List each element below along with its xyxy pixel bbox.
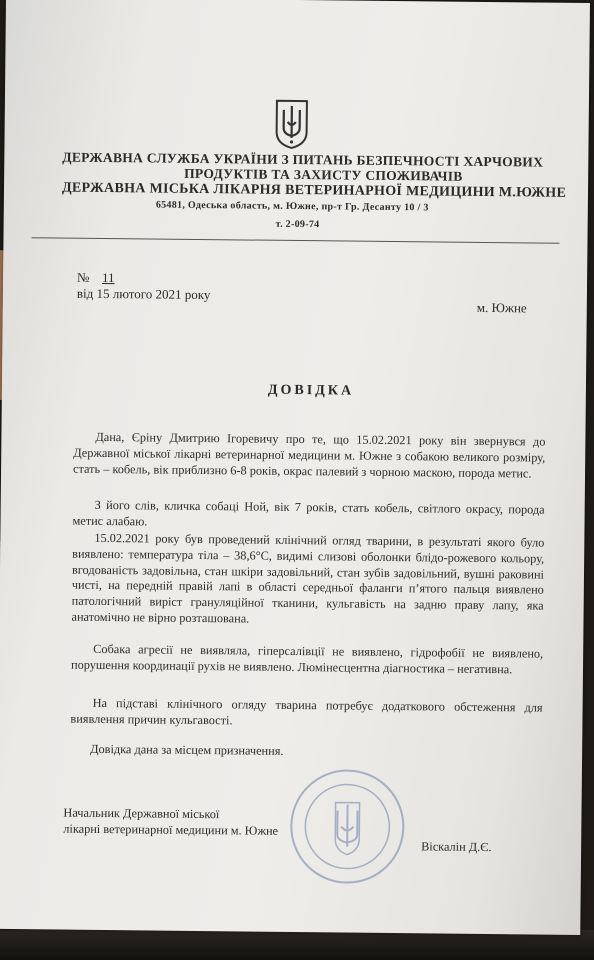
signatory-position-line1: Начальник Державної міської (63, 805, 220, 822)
agency-name-line1: ДЕРЖАВНА СЛУЖБА УКРАЇНИ З ПИТАНЬ БЕЗПЕЧНОСТІ ХАРЧОВИХ (62, 149, 544, 170)
header-divider (31, 237, 559, 244)
body-paragraph-1: Дана, Єріну Дмитрию Ігоревичу про те, що 15.02.2021 року він звернувся до Державної міської лікарні ветеринарної медицини м. Южне з собакою великого розміру, стать – кобель, вік приблизно 6-8 років, окрас палевий з чорною маскою, порода метис. (73, 429, 546, 481)
body-paragraph-4: Собака агресії не виявляла, гіперсалівції не виявлено, гідрофобії не виявлено, порушення координації рухів не виявлено. Люмінесцентна діагностика – негативна. (70, 641, 544, 677)
desk-background (0, 930, 594, 960)
hospital-name: ДЕРЖАВНА МІСЬКА ЛІКАРНЯ ВЕТЕРИНАРНОЇ МЕДИЦИНИ М.ЮЖНЕ (61, 180, 567, 201)
signatory-name: Віскалін Д.Є. (421, 839, 492, 855)
hospital-address: 65481, Одеська область, м. Южне, пр-т Гр. Десанту 10 / 3 (155, 199, 429, 214)
body-paragraph-3: 15.02.2021 року був проведений клінічний огляд тварини, в результаті якого було виявлено: температура тіла – 38,6°С, видимі слизові оболонки блідо-рожевого кольору, вгодованість задовільна, стан шкіри задовільний, стан зубів задовільний, вушні раковині чисті, на передній правій лапі в області середньої фаланги п’ятого пальця виявлено патологічний вирiст грануляційної тканини, кульгавість на задню праву лапу, яка анатомічно не вірно розташована. (71, 530, 545, 626)
purpose-note: Довідка дана за місцем призначення. (90, 741, 284, 758)
hospital-phone: т. 2-09-74 (275, 218, 320, 231)
document-city: м. Южне (476, 299, 527, 316)
body-paragraph-5: На підставі клінічного огляду тварина потребує додаткового обстеження для виявлення причин кульгавості. (70, 695, 543, 728)
document-number: 11 (102, 269, 115, 286)
official-stamp (287, 766, 408, 887)
document-title: ДОВІДКА (267, 382, 355, 399)
signatory-position-line2: лікарні ветеринарної медицини м. Южне (63, 821, 279, 838)
document-date: від 15 лютого 2021 року (76, 285, 211, 303)
document-number-prefix: № (77, 269, 90, 285)
body-paragraph-2: З його слів, кличка собаці Ной, вік 7 років, стать кобель, світлого окрасу, порода метис алабаю. (72, 497, 545, 529)
agency-name-line2: ПРОДУКТІВ ТА ЗАХИСТУ СПОЖИВАЧІВ (184, 165, 463, 184)
trident-emblem-icon (273, 98, 310, 150)
